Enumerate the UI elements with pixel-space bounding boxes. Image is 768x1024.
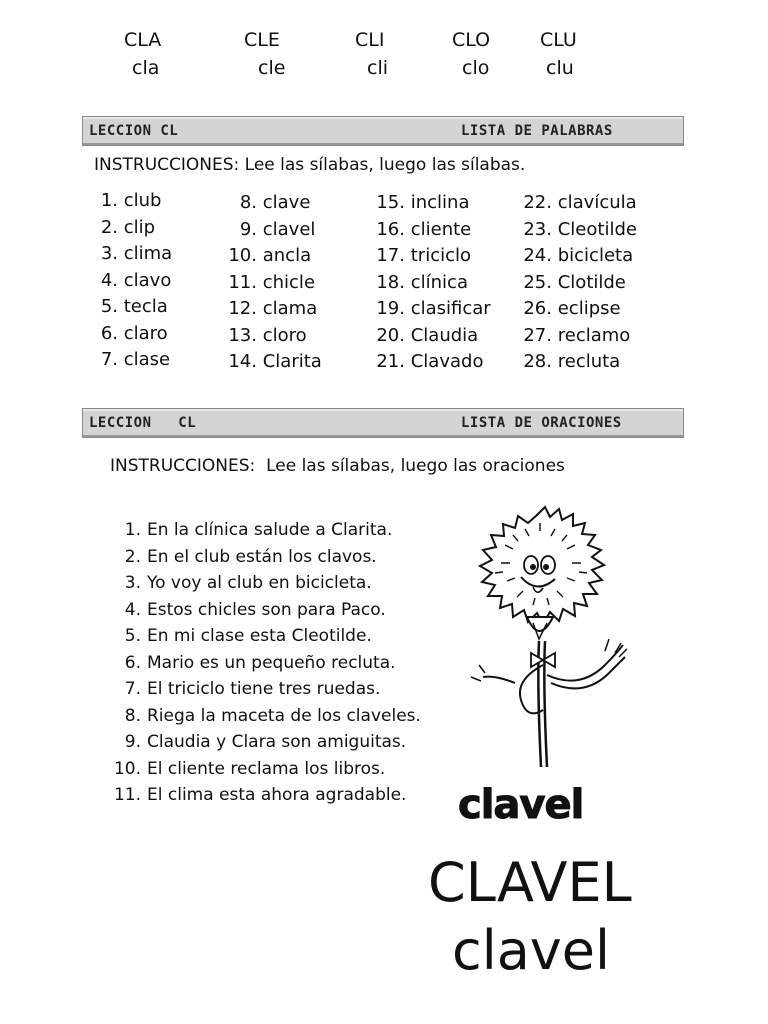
- word-item: 20. Claudia: [376, 324, 479, 346]
- carnation-flower-illustration: [455, 505, 635, 775]
- syllable-upper-3: CLI: [355, 29, 385, 51]
- sentence-list: [108, 517, 421, 809]
- word-item: 18. clínica: [376, 271, 468, 293]
- sentence-item: 3. Yo voy al club en bicicleta.: [124, 573, 372, 593]
- syllable-lower-1: cla: [132, 57, 160, 79]
- lesson-label: LECCION CL: [89, 123, 179, 139]
- illustration-caption: clavel: [458, 782, 584, 828]
- word-item: 5. tecla: [100, 296, 168, 317]
- sentence-list-instructions: INSTRUCCIONES: Lee las sílabas, luego las oraciones: [110, 456, 565, 476]
- word-item: 14. Clarita: [228, 351, 322, 372]
- word-item: 27. reclamo: [523, 324, 631, 346]
- word-item: 9. clavel: [239, 218, 316, 240]
- sentence-item: 1. En la clínica salude a Clarita.: [124, 520, 393, 540]
- sentence-item: 10. El cliente reclama los libros.: [113, 758, 386, 779]
- sentence-list-header: [82, 408, 684, 438]
- word-item: 12. clama: [228, 298, 318, 319]
- word-item: 24. bicicleta: [523, 245, 634, 266]
- sentence-item: 2. En el club están los clavos.: [124, 546, 377, 567]
- word-item: 3. clima: [100, 243, 173, 264]
- word-item: 7. clase: [100, 349, 171, 370]
- word-item: 11. chicle: [228, 271, 316, 293]
- word-item: 2. clip: [100, 216, 156, 238]
- word-item: 15. inclina: [376, 192, 470, 213]
- word-item: 23. Cleotilde: [523, 218, 637, 240]
- word-item: 16. cliente: [376, 218, 472, 240]
- word-list-header: [82, 116, 684, 146]
- syllable-upper-5: CLU: [540, 29, 577, 51]
- word-item: 1. club: [100, 190, 162, 211]
- word-item: 28. recluta: [523, 351, 621, 372]
- big-word-lower: clavel: [452, 919, 610, 982]
- sentence-item: 7. El triciclo tiene tres ruedas.: [124, 679, 381, 699]
- word-item: 19. clasificar: [376, 298, 491, 319]
- word-item: 26. eclipse: [523, 298, 621, 319]
- sentence-item: 8. Riega la maceta de los claveles.: [124, 705, 421, 726]
- sentence-list-title: LISTA DE ORACIONES: [461, 415, 622, 431]
- word-item: 22. clavícula: [523, 192, 637, 213]
- word-item: 17. triciclo: [376, 245, 472, 266]
- word-list-instructions: INSTRUCCIONES: Lee las sílabas, luego las sílabas.: [94, 155, 526, 175]
- syllable-upper-2: CLE: [244, 29, 280, 51]
- word-item: 10. ancla: [228, 245, 312, 266]
- word-item: 4. clavo: [100, 269, 172, 291]
- sentence-item: 5. En mi clase esta Cleotilde.: [124, 626, 372, 646]
- syllable-lower-4: clo: [462, 57, 490, 79]
- word-list-title: LISTA DE PALABRAS: [461, 123, 613, 139]
- syllable-lower-3: cli: [367, 57, 389, 79]
- word-column-3: [374, 190, 491, 376]
- big-word-upper: CLAVEL: [428, 851, 632, 914]
- word-item: 8. clave: [239, 192, 311, 213]
- word-column-1: [98, 188, 172, 374]
- sentence-item: 11. El clima esta ahora agradable.: [113, 785, 407, 805]
- lesson-label: LECCION CL: [89, 415, 197, 431]
- word-item: 6. claro: [100, 322, 168, 344]
- sentence-item: 4. Estos chicles son para Paco.: [124, 599, 386, 620]
- word-item: 21. Clavado: [376, 351, 484, 372]
- syllable-upper-1: CLA: [124, 29, 162, 51]
- word-item: 13. cloro: [228, 324, 307, 346]
- syllable-lower-2: cle: [258, 57, 286, 79]
- syllable-lower-5: clu: [546, 57, 574, 79]
- sentence-item: 6. Mario es un pequeño recluta.: [124, 652, 396, 673]
- word-column-2: [226, 190, 322, 376]
- sentence-item: 9. Claudia y Clara son amiguitas.: [124, 732, 407, 752]
- word-item: 25. Clotilde: [523, 271, 626, 293]
- word-column-4: [521, 190, 637, 376]
- syllable-upper-4: CLO: [452, 29, 491, 51]
